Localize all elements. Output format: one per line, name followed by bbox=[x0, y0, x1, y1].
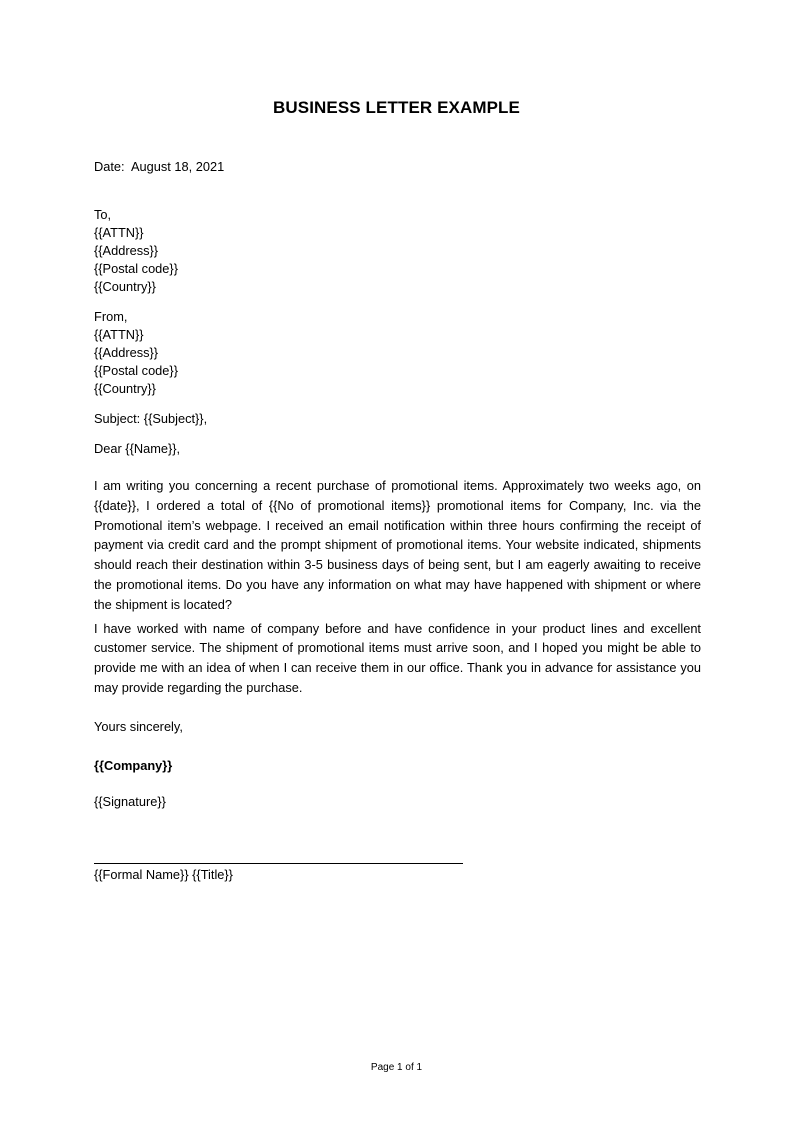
recipient-country: {{Country}} bbox=[94, 279, 156, 294]
sender-label: From, bbox=[94, 309, 128, 324]
recipient-label: To, bbox=[94, 207, 112, 222]
recipient-address: {{Address}} bbox=[94, 243, 159, 258]
body-paragraph-1: I am writing you concerning a recent purchase of promotional items. Approximately two weeks ago, on {{date}}, I ordered a total of {{No of promotional items}} promotional items for Company, Inc. via the Promotional item’s webpage. I received an email notification within three hours confirming the receipt of payment via credit card and the prompt shipment of promotional items. Your website indicated, shipments should reach their destination within 3-5 business days of being sent, but I am eagerly awaiting to receive the promotional items. Do you have any information on what may have happened with shipment or where the shipment is located? bbox=[94, 478, 701, 612]
sender-block bbox=[94, 308, 701, 398]
sender-attn: {{ATTN}} bbox=[94, 327, 144, 342]
subject-line: Subject: {{Subject}}, bbox=[94, 411, 208, 426]
salutation: Dear {{Name}}, bbox=[94, 441, 181, 456]
letter-body bbox=[94, 158, 701, 884]
sender-postal-code: {{Postal code}} bbox=[94, 363, 178, 378]
closing-line: Yours sincerely, bbox=[94, 718, 183, 734]
page-number: Page 1 of 1 bbox=[370, 1062, 423, 1073]
sender-country: {{Country}} bbox=[94, 381, 156, 396]
signature-placeholder: {{Signature}} bbox=[94, 793, 166, 809]
recipient-postal-code: {{Postal code}} bbox=[94, 261, 178, 276]
body-paragraph-2: I have worked with name of company before and have confidence in your product lines and excellent customer service. The shipment of promotional items must arrive soon, and I hoped you might be able to provide me with an idea of when I can receive them in our office. Thank you in advance for assistance you may provide regarding the purchase. bbox=[94, 620, 701, 695]
document-title: BUSINESS LETTER EXAMPLE bbox=[273, 98, 520, 117]
recipient-attn: {{ATTN}} bbox=[94, 225, 144, 240]
company-name: {{Company}} bbox=[94, 757, 173, 773]
formal-name-title: {{Formal Name}} {{Title}} bbox=[94, 866, 233, 882]
sender-address: {{Address}} bbox=[94, 345, 159, 360]
recipient-block bbox=[94, 206, 701, 296]
date-line: Date: August 18, 2021 bbox=[94, 159, 225, 174]
